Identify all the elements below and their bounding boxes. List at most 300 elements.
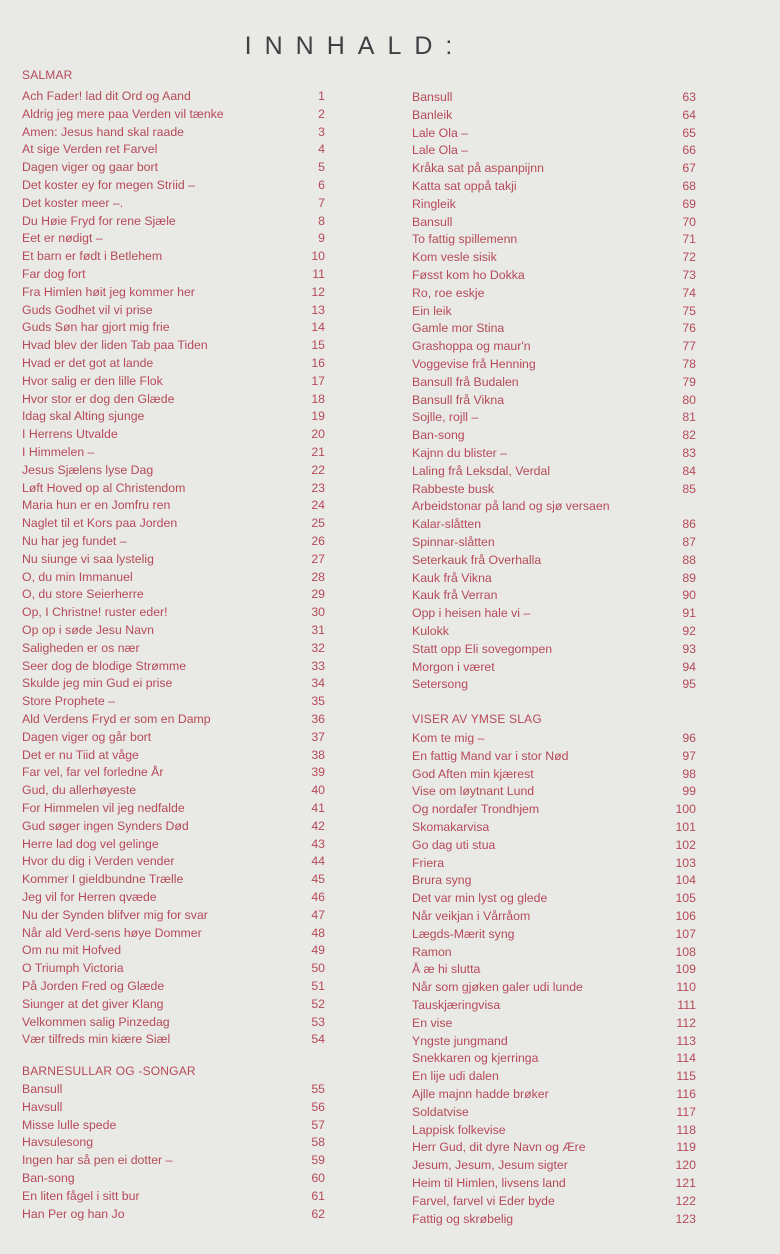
- entry-title: Hvor stor er dog den Glæde: [22, 391, 175, 406]
- toc-entry: [412, 338, 702, 356]
- entry-page-number: 80: [682, 392, 696, 407]
- toc-entry: [412, 392, 702, 410]
- toc-entry: [22, 302, 325, 320]
- toc-entry: [412, 979, 702, 997]
- entry-title: Kajnn du blister –: [412, 446, 508, 460]
- entry-page-number: 1: [318, 89, 325, 103]
- entry-page-number: 62: [311, 1206, 325, 1221]
- entry-title: Hvor salig er den lille Flok: [22, 373, 163, 388]
- entry-title: Det er nu Tiid at våge: [22, 747, 139, 762]
- entry-title: Guds Søn har gjort mig frie: [22, 320, 170, 335]
- entry-page-number: 102: [675, 837, 696, 852]
- toc-entry: [412, 837, 702, 855]
- entry-page-number: 43: [311, 836, 325, 851]
- toc-entry: [412, 249, 702, 267]
- entry-page-number: 73: [682, 268, 696, 282]
- entry-page-number: 93: [682, 641, 696, 656]
- toc-entry: [22, 195, 325, 213]
- entry-page-number: 110: [676, 980, 696, 995]
- toc-entry: [22, 1134, 325, 1152]
- entry-page-number: 55: [311, 1082, 325, 1096]
- toc-entry: [412, 374, 702, 392]
- toc-entry: [412, 1139, 702, 1157]
- toc-entry: [22, 1031, 325, 1049]
- entry-title: For Himmelen vil jeg nedfalde: [22, 801, 185, 815]
- entry-page-number: 44: [311, 854, 325, 869]
- toc-entry: [412, 89, 702, 107]
- entry-page-number: 14: [311, 320, 325, 335]
- toc-entry: [22, 177, 325, 195]
- entry-title: Store Prophete –: [22, 694, 115, 709]
- entry-title: Heim til Himlen, livsens land: [412, 1176, 566, 1190]
- entry-page-number: 67: [682, 161, 696, 176]
- entry-page-number: 49: [311, 943, 325, 958]
- entry-title: Saligheden er os nær: [22, 640, 140, 655]
- toc-entry: [22, 569, 325, 587]
- toc-entry: [412, 1015, 702, 1033]
- entry-title: Ban-song: [22, 1171, 75, 1185]
- entry-title: Far dog fort: [22, 267, 86, 281]
- toc-entry: [22, 622, 325, 640]
- entry-page-number: 66: [682, 143, 696, 158]
- entry-title: Statt opp Eli sovegompen: [412, 641, 553, 656]
- entry-page-number: 33: [311, 658, 325, 673]
- toc-entry: [412, 320, 702, 338]
- entry-title: Bansull: [412, 90, 453, 104]
- entry-title: Bansull: [22, 1082, 63, 1096]
- toc-entry: [22, 230, 325, 248]
- toc-entry: [412, 498, 702, 516]
- entry-title: Ingen har så pen ei dotter –: [22, 1153, 173, 1168]
- entry-title: Dagen viger og gaar bort: [22, 160, 159, 175]
- entry-page-number: 108: [675, 944, 696, 959]
- entry-title: En fattig Mand var i stor Nød: [412, 748, 569, 763]
- toc-entry: [412, 1068, 702, 1086]
- entry-title: Bansull: [412, 214, 453, 229]
- toc-entry: [22, 1152, 325, 1170]
- entry-page-number: 99: [682, 784, 696, 799]
- toc-entry: [412, 160, 702, 178]
- toc-entry: [22, 1099, 325, 1117]
- entry-page-number: 79: [682, 374, 696, 389]
- toc-entry: [412, 1211, 702, 1229]
- toc-entry: [412, 481, 702, 499]
- entry-title: Arbeidstonar på land og sjø versaen: [412, 499, 610, 514]
- entry-title: Spinnar-slåtten: [412, 535, 495, 549]
- entry-page-number: 35: [311, 694, 325, 709]
- toc-entry: [22, 747, 325, 765]
- entry-title: Løft Hoved op al Christendom: [22, 480, 186, 495]
- toc-entry: [22, 925, 325, 943]
- entry-page-number: 69: [682, 196, 696, 211]
- entry-page-number: 64: [682, 107, 696, 122]
- entry-title: Op op i søde Jesu Navn: [22, 623, 154, 637]
- entry-title: Ein leik: [412, 303, 452, 318]
- entry-page-number: 28: [311, 569, 325, 584]
- toc-entry: [22, 693, 325, 711]
- entry-page-number: 98: [682, 766, 696, 781]
- entry-title: Katta sat oppå takji: [412, 179, 517, 193]
- toc-entry: [22, 1081, 325, 1099]
- entry-title: Tauskjæringvisa: [412, 998, 501, 1012]
- entry-page-number: 46: [311, 890, 325, 904]
- entry-page-number: 68: [682, 179, 696, 193]
- toc-entry: [22, 640, 325, 658]
- entry-page-number: 39: [311, 765, 325, 780]
- toc-entry: [412, 570, 702, 588]
- entry-page-number: 38: [311, 747, 325, 762]
- entry-page-number: 100: [675, 802, 696, 817]
- entry-title: Lægds-Mærit syng: [412, 926, 515, 941]
- entry-title: Idag skal Alting sjunge: [22, 409, 145, 424]
- entry-page-number: 48: [311, 925, 325, 940]
- entry-title: Kulokk: [412, 624, 449, 638]
- entry-title: Jesus Sjælens lyse Dag: [22, 462, 154, 477]
- entry-page-number: 34: [311, 676, 325, 691]
- entry-page-number: 76: [682, 321, 696, 336]
- entry-title: Yngste jungmand: [412, 1033, 508, 1048]
- toc-entry: [22, 444, 325, 462]
- entry-page-number: 51: [311, 979, 325, 993]
- entry-title: Havsull: [22, 1099, 63, 1114]
- entry-title: Han Per og han Jo: [22, 1206, 125, 1221]
- toc-entry: [22, 248, 325, 266]
- entry-page-number: 92: [682, 624, 696, 638]
- entry-page-number: 118: [676, 1122, 696, 1137]
- entry-page-number: 85: [682, 481, 696, 496]
- toc-entry: [412, 1104, 702, 1122]
- entry-title: Kråka sat på aspanpijnn: [412, 161, 544, 176]
- toc-entry: [22, 871, 325, 889]
- entry-page-number: 37: [311, 729, 325, 744]
- section-heading-salmar: SALMAR: [22, 68, 73, 82]
- entry-page-number: 75: [682, 303, 696, 318]
- entry-title: Maria hun er en Jomfru ren: [22, 498, 171, 513]
- entry-page-number: 70: [682, 214, 696, 229]
- toc-entry: [412, 944, 702, 962]
- entry-title: Friera: [412, 855, 445, 870]
- entry-title: Banleik: [412, 107, 453, 122]
- toc-entry: [22, 853, 325, 871]
- entry-title: Det var min lyst og glede: [412, 891, 548, 906]
- entry-title: Far vel, far vel forledne År: [22, 765, 164, 780]
- entry-page-number: 7: [318, 195, 325, 210]
- entry-page-number: 105: [675, 891, 696, 906]
- entry-title: Kauk frå Vikna: [412, 570, 492, 585]
- entry-page-number: 52: [311, 996, 325, 1011]
- toc-entry: [22, 1188, 325, 1206]
- entry-page-number: 50: [311, 961, 325, 976]
- entry-page-number: 116: [676, 1087, 696, 1101]
- entry-page-number: 84: [682, 463, 696, 478]
- entry-page-number: 21: [311, 445, 325, 459]
- entry-title: Nu har jeg fundet –: [22, 534, 127, 548]
- entry-title: Velkommen salig Pinzedag: [22, 1014, 170, 1029]
- entry-page-number: 72: [682, 250, 696, 265]
- entry-page-number: 15: [311, 338, 325, 353]
- toc-entry: [412, 285, 702, 303]
- entry-title: Vær tilfreds min kiære Siæl: [22, 1032, 171, 1047]
- toc-entry: [22, 907, 325, 925]
- entry-title: Vise om løytnant Lund: [412, 784, 535, 799]
- entry-page-number: 113: [676, 1033, 696, 1048]
- toc-entry: [22, 942, 325, 960]
- entry-page-number: 95: [682, 677, 696, 692]
- toc-entry: [412, 623, 702, 641]
- entry-page-number: 97: [682, 748, 696, 763]
- entry-title: Kommer I gieldbundne Trælle: [22, 872, 184, 887]
- toc-entry: [22, 782, 325, 800]
- entry-page-number: 87: [682, 535, 696, 549]
- toc-entry: [22, 480, 325, 498]
- entry-title: Når veikjan i Vårråom: [412, 909, 531, 923]
- entry-page-number: 101: [675, 820, 696, 834]
- entry-page-number: 9: [318, 231, 325, 246]
- entry-page-number: 57: [311, 1117, 325, 1132]
- entry-title: Farvel, farvel vi Eder byde: [412, 1193, 555, 1208]
- entry-page-number: 91: [682, 606, 696, 621]
- entry-title: En lije udi dalen: [412, 1069, 499, 1084]
- entry-title: Og nordafer Trondhjem: [412, 802, 540, 817]
- entry-title: Brura syng: [412, 873, 472, 888]
- entry-page-number: 60: [311, 1171, 325, 1185]
- entry-page-number: 13: [311, 302, 325, 317]
- entry-title: Kalar-slåtten: [412, 517, 482, 532]
- toc-entry: [412, 605, 702, 623]
- entry-title: Gud søger ingen Synders Død: [22, 818, 189, 833]
- entry-title: Rabbeste busk: [412, 481, 495, 496]
- toc-entry: [22, 88, 325, 106]
- entry-title: Når ald Verd-sens høye Dommer: [22, 925, 202, 940]
- entry-page-number: 41: [311, 801, 325, 815]
- entry-title: Hvor du dig i Verden vender: [22, 854, 175, 869]
- toc-entry: [412, 1050, 702, 1068]
- entry-page-number: 30: [311, 605, 325, 620]
- entry-title: Op, I Christne! ruster eder!: [22, 605, 168, 620]
- entry-page-number: 114: [676, 1051, 696, 1066]
- toc-entry: [22, 124, 325, 142]
- entry-title: Siunger at det giver Klang: [22, 996, 164, 1011]
- entry-title: Kom te mig –: [412, 731, 485, 745]
- toc-entry: [412, 445, 702, 463]
- entry-title: Jesum, Jesum, Jesum sigter: [412, 1158, 568, 1173]
- toc-entry: [412, 356, 702, 374]
- toc-entry: [22, 426, 325, 444]
- entry-page-number: 47: [311, 907, 325, 922]
- toc-entry: [412, 409, 702, 427]
- toc-entry: [22, 818, 325, 836]
- toc-entry: [412, 748, 702, 766]
- entry-page-number: 82: [682, 428, 696, 443]
- entry-title: Grashoppa og maur'n: [412, 339, 531, 354]
- entry-title: Ramon: [412, 944, 452, 959]
- toc-entry: [22, 159, 325, 177]
- entry-page-number: 65: [682, 125, 696, 140]
- entry-page-number: 45: [311, 872, 325, 887]
- entry-title: Amen: Jesus hand skal raade: [22, 124, 185, 139]
- toc-entry: [412, 1193, 702, 1211]
- toc-entry: [412, 908, 702, 926]
- entry-page-number: 24: [311, 498, 325, 513]
- entry-title: Ach Fader! lad dit Ord og Aand: [22, 89, 191, 103]
- toc-entry: [412, 997, 702, 1015]
- entry-page-number: 122: [675, 1193, 696, 1208]
- toc-entry: [22, 586, 325, 604]
- entry-title: O, du store Seierherre: [22, 587, 144, 602]
- entry-page-number: 17: [311, 373, 325, 388]
- entry-page-number: 103: [675, 855, 696, 870]
- entry-page-number: 89: [682, 570, 696, 585]
- toc-entry: [412, 303, 702, 321]
- entry-page-number: 31: [311, 623, 325, 637]
- entry-page-number: 83: [682, 446, 696, 460]
- entry-page-number: 121: [675, 1176, 696, 1190]
- entry-page-number: 106: [675, 909, 696, 923]
- entry-title: En liten fågel i sitt bur: [22, 1188, 140, 1203]
- entry-title: Føsst kom ho Dokka: [412, 268, 525, 282]
- entry-page-number: 112: [676, 1015, 696, 1030]
- toc-entry: [22, 106, 325, 124]
- entry-title: Go dag uti stua: [412, 837, 496, 852]
- entry-title: Kom vesle sisik: [412, 250, 497, 265]
- toc-entry: [22, 266, 325, 284]
- entry-page-number: 58: [311, 1135, 325, 1150]
- toc-entry: [412, 552, 702, 570]
- entry-title: Jeg vil for Herren qvæde: [22, 890, 157, 904]
- entry-page-number: 22: [311, 462, 325, 477]
- toc-entry: [22, 836, 325, 854]
- toc-entry: [412, 1157, 702, 1175]
- toc-entry: [412, 872, 702, 890]
- entry-page-number: 10: [311, 249, 325, 264]
- entry-page-number: 8: [318, 213, 325, 228]
- entry-title: Guds Godhet vil vi prise: [22, 302, 153, 317]
- entry-title: Setersong: [412, 677, 469, 692]
- entry-title: To fattig spillemenn: [412, 232, 518, 247]
- toc-entry: [22, 213, 325, 231]
- entry-page-number: 123: [675, 1211, 696, 1226]
- entry-page-number: 94: [682, 659, 696, 674]
- toc-entry: [22, 978, 325, 996]
- entry-title: Sojlle, rojll –: [412, 410, 479, 425]
- entry-page-number: 11: [312, 267, 325, 281]
- entry-page-number: 120: [675, 1158, 696, 1173]
- entry-title: Gud, du allerhøyeste: [22, 783, 137, 798]
- toc-entry: [412, 534, 702, 552]
- entry-page-number: 78: [682, 357, 696, 371]
- toc-entry: [22, 355, 325, 373]
- toc-entry: [412, 961, 702, 979]
- entry-page-number: 119: [676, 1140, 696, 1155]
- toc-entry: [22, 604, 325, 622]
- entry-page-number: 29: [311, 587, 325, 602]
- toc-entry: [412, 801, 702, 819]
- entry-page-number: 16: [311, 356, 325, 370]
- entry-title: O Triumph Victoria: [22, 961, 124, 976]
- toc-entry: [412, 819, 702, 837]
- toc-entry: [22, 337, 325, 355]
- entry-page-number: 19: [311, 409, 325, 424]
- entry-title: I Herrens Utvalde: [22, 427, 118, 442]
- entry-page-number: 5: [318, 160, 325, 175]
- entry-page-number: 74: [682, 285, 696, 300]
- toc-entry: [412, 1122, 702, 1140]
- toc-entry: [412, 783, 702, 801]
- entry-title: Ringleik: [412, 196, 456, 211]
- toc-entry: [22, 1206, 325, 1224]
- toc-entry: [22, 497, 325, 515]
- toc-entry: [412, 890, 702, 908]
- entry-title: Hvad blev der liden Tab paa Tiden: [22, 338, 208, 353]
- toc-entry: [22, 800, 325, 818]
- entry-title: Aldrig jeg mere paa Verden vil tænke: [22, 106, 224, 121]
- entry-title: Hvad er det got at lande: [22, 356, 154, 370]
- toc-entry: [412, 196, 702, 214]
- page-title: INNHALD:: [244, 32, 466, 60]
- entry-title: Når som gjøken galer udi lunde: [412, 980, 583, 995]
- toc-entry: [412, 1033, 702, 1051]
- entry-page-number: 32: [311, 640, 325, 655]
- entry-title: Snekkaren og kjerringa: [412, 1051, 539, 1066]
- toc-entry: [22, 1170, 325, 1188]
- entry-page-number: 36: [311, 712, 325, 726]
- entry-title: Å æ hi slutta: [412, 962, 481, 977]
- entry-page-number: 117: [676, 1104, 696, 1119]
- toc-entry: [22, 960, 325, 978]
- toc-entry: [22, 391, 325, 409]
- toc-entry: [22, 729, 325, 747]
- toc-entry: [412, 214, 702, 232]
- toc-entry: [412, 730, 702, 748]
- entry-title: Herre lad dog vel gelinge: [22, 836, 159, 851]
- toc-entry: [412, 267, 702, 285]
- toc-entry: [412, 427, 702, 445]
- entry-page-number: 4: [318, 142, 325, 157]
- entry-title: Dagen viger og går bort: [22, 729, 152, 744]
- entry-title: På Jorden Fred og Glæde: [22, 979, 165, 993]
- entry-title: Ald Verdens Fryd er som en Damp: [22, 712, 211, 726]
- entry-title: Bansull frå Vikna: [412, 392, 505, 407]
- entry-page-number: 104: [675, 873, 696, 888]
- entry-title: God Aften min kjærest: [412, 766, 534, 781]
- entry-title: Seer dog de blodige Strømme: [22, 658, 187, 673]
- entry-page-number: 6: [318, 178, 325, 192]
- entry-page-number: 86: [682, 517, 696, 532]
- entry-page-number: 61: [311, 1188, 325, 1203]
- entry-title: Misse lulle spede: [22, 1117, 117, 1132]
- entry-title: Fra Himlen høit jeg kommer her: [22, 284, 195, 299]
- entry-title: Gamle mor Stina: [412, 321, 505, 336]
- toc-entry: [412, 1086, 702, 1104]
- toc-entry: [22, 711, 325, 729]
- entry-title: En vise: [412, 1015, 453, 1030]
- toc-entry: [412, 516, 702, 534]
- toc-entry: [22, 462, 325, 480]
- toc-entry: [412, 142, 702, 160]
- entry-title: Herr Gud, dit dyre Navn og Ære: [412, 1140, 586, 1155]
- toc-entry: [22, 889, 325, 907]
- entry-title: Du Høie Fryd for rene Sjæle: [22, 213, 176, 228]
- entry-page-number: 54: [311, 1032, 325, 1047]
- entry-page-number: 107: [675, 926, 696, 941]
- entry-page-number: 115: [676, 1069, 696, 1084]
- entry-title: Bansull frå Budalen: [412, 374, 519, 389]
- entry-title: Ro, roe eskje: [412, 285, 485, 300]
- entry-title: Skulde jeg min Gud ei prise: [22, 676, 173, 691]
- entry-page-number: 23: [311, 480, 325, 495]
- entry-title: Ajlle majnn hadde brøker: [412, 1087, 549, 1101]
- entry-title: Det koster meer –.: [22, 195, 124, 210]
